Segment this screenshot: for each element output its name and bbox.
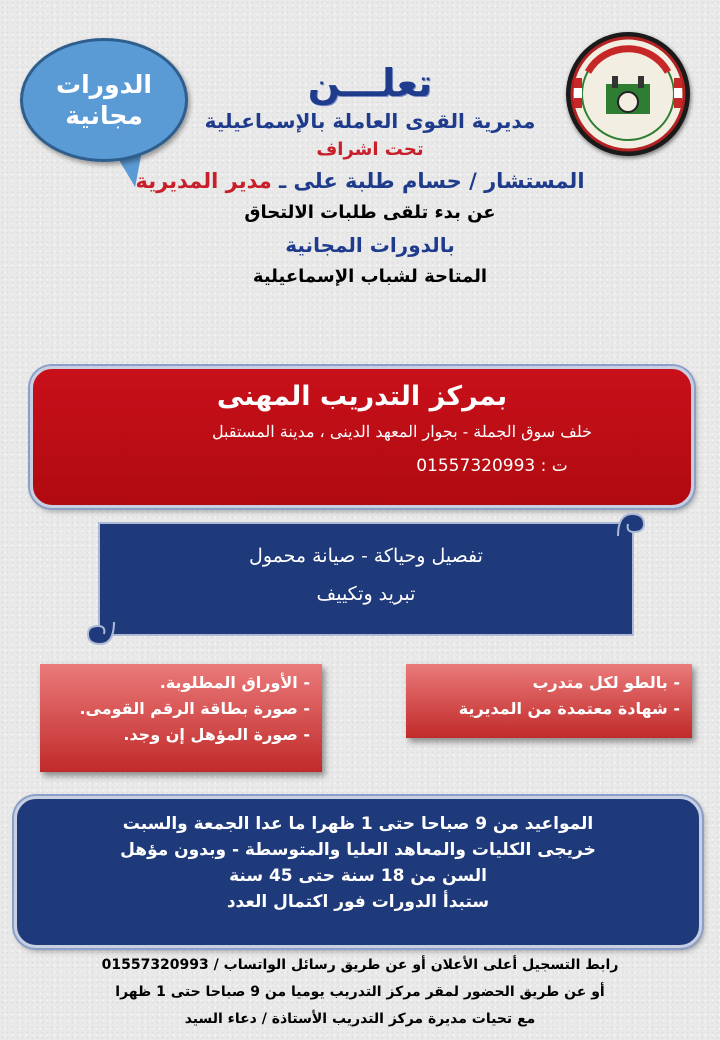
footer-line: رابط التسجيل أعلى الأعلان أو عن طريق رسائل الواتساب / 01557320993 [101,957,619,973]
courses-line1: تفصيل وحياكة - صيانة محمول [249,545,483,567]
schedule-box [14,796,702,948]
scroll-curl-top [616,512,646,538]
applications-start: عن بدء تلقى طلبات الالتحاق [244,202,496,223]
bubble-line2: مجانية [65,101,143,130]
schedule-line: السن من 18 سنة حتى 45 سنة [229,866,487,886]
ministry-logo-icon [566,32,690,156]
counselor-name: المستشار / حسام طلبة على [293,169,585,193]
requirement-item: - صورة بطاقة الرقم القومى. [79,699,310,718]
counselor-line: المستشار / حسام طلبة على ـ مدير المديرية [135,169,585,193]
schedule-line: المواعيد من 9 صباحا حتى 1 ظهرا ما عدا الجمعة والسبت [122,814,594,834]
center-phone: ت : 01557320993 [416,456,568,476]
counselor-title: مدير المديرية [135,169,272,193]
training-center-box [30,366,694,508]
benefit-item: - شهادة معتمدة من المديرية [458,699,680,718]
requirement-item: - الأوراق المطلوبة. [159,673,310,692]
footer-notes [40,952,680,1033]
org-name: مديرية القوى العاملة بالإسماعيلية [204,109,536,133]
benefits-box [406,664,692,738]
requirements-box [40,664,322,772]
bubble-line1: الدورات [55,69,153,99]
schedule-line: خريجى الكليات والمعاهد العليا والمتوسطة - وبدون مؤهل [120,840,596,860]
free-courses-bubble [20,38,188,162]
center-address: خلف سوق الجملة - بجوار المعهد الدينى ، مدينة المستقبل [211,422,593,441]
scroll-curl-bottom [86,620,116,646]
footer-line: أو عن طريق الحضور لمقر مركز التدريب يوميا من 9 صباحا حتى 1 ظهرا [115,984,605,1000]
courses-line2: تبريد وتكييف [316,583,416,605]
center-name: بمركز التدريب المهنى [216,381,508,412]
available-for-youth: المتاحة لشباب الإسماعيلية [252,266,488,287]
footer-line: مع تحيات مديرة مركز التدريب الأستاذة / دعاء السيد [184,1011,536,1027]
announcement-heading [135,60,585,292]
courses-scroll [98,522,634,636]
benefit-item: - بالطو لكل متدرب [532,673,680,692]
announcement-title: تعلـــن [307,61,433,105]
supervision-label: تحت اشراف [316,139,424,160]
schedule-line: ستبدأ الدورات فور اكتمال العدد [226,892,490,912]
free-courses-line: بالدورات المجانية [285,233,455,257]
requirement-item: - صورة المؤهل إن وجد. [123,725,310,744]
